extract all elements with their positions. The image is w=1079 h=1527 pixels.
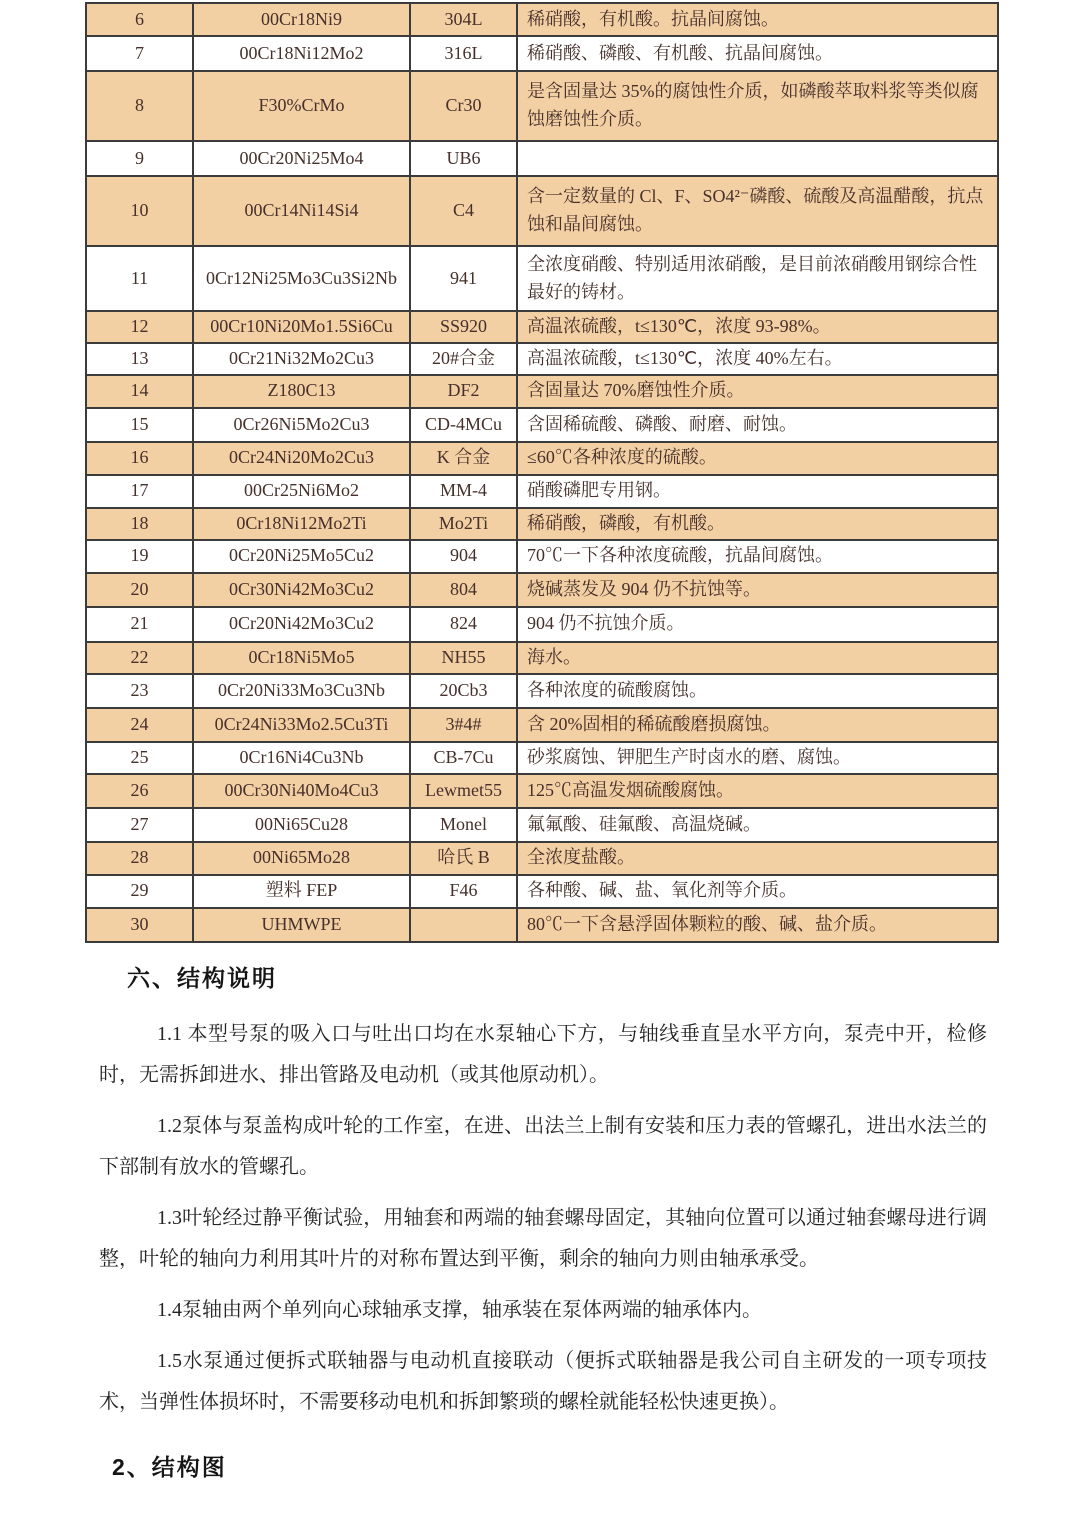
medium-description-cell: 硝酸磷肥专用钢。 bbox=[517, 475, 998, 508]
row-number-cell: 24 bbox=[86, 708, 193, 742]
row-number-cell: 23 bbox=[86, 674, 193, 708]
grade-name-cell: Mo2Ti bbox=[410, 508, 517, 540]
grade-name-cell: CB-7Cu bbox=[410, 742, 517, 774]
row-number-cell: 18 bbox=[86, 508, 193, 540]
row-number-cell: 22 bbox=[86, 642, 193, 674]
grade-name-cell: 304L bbox=[410, 3, 517, 36]
table-row bbox=[86, 3, 998, 36]
grade-name-cell: Cr30 bbox=[410, 71, 517, 141]
row-number-cell: 26 bbox=[86, 774, 193, 808]
row-number-cell: 15 bbox=[86, 408, 193, 442]
medium-description-cell: 全浓度硝酸、特别适用浓硝酸，是目前浓硝酸用钢综合性最好的铸材。 bbox=[517, 246, 998, 311]
row-number-cell: 25 bbox=[86, 742, 193, 774]
table-row bbox=[86, 246, 998, 311]
table-row bbox=[86, 908, 998, 942]
structure-paragraph: 1.4泵轴由两个单列向心球轴承支撑，轴承装在泵体两端的轴承体内。 bbox=[157, 1299, 762, 1321]
material-code-cell: 00Cr10Ni20Mo1.5Si6Cu bbox=[193, 311, 410, 343]
material-code-cell: 塑料 FEP bbox=[193, 875, 410, 908]
medium-description-cell: 海水。 bbox=[517, 642, 998, 674]
medium-description-cell: 各种酸、碱、盐、氧化剂等介质。 bbox=[517, 875, 998, 908]
row-number-cell: 28 bbox=[86, 842, 193, 875]
medium-description-cell: 80℃一下含悬浮固体颗粒的酸、碱、盐介质。 bbox=[517, 908, 998, 942]
table-row bbox=[86, 442, 998, 475]
table-row bbox=[86, 475, 998, 508]
table-row bbox=[86, 842, 998, 875]
material-code-cell: 0Cr24Ni20Mo2Cu3 bbox=[193, 442, 410, 475]
material-code-cell: 0Cr16Ni4Cu3Nb bbox=[193, 742, 410, 774]
row-number-cell: 11 bbox=[86, 246, 193, 311]
table-row bbox=[86, 674, 998, 708]
structure-section-heading: 六、结构说明 bbox=[127, 965, 277, 991]
medium-description-cell: 含一定数量的 Cl、F、SO4²⁻磷酸、硫酸及高温醋酸，抗点蚀和晶间腐蚀。 bbox=[517, 176, 998, 246]
table-row bbox=[86, 408, 998, 442]
row-number-cell: 21 bbox=[86, 607, 193, 642]
grade-name-cell: 哈氏 B bbox=[410, 842, 517, 875]
medium-description-cell: 70℃一下各种浓度硫酸，抗晶间腐蚀。 bbox=[517, 540, 998, 573]
row-number-cell: 10 bbox=[86, 176, 193, 246]
medium-description-cell: 稀硝酸、磷酸、有机酸、抗晶间腐蚀。 bbox=[517, 36, 998, 71]
row-number-cell: 8 bbox=[86, 71, 193, 141]
row-number-cell: 17 bbox=[86, 475, 193, 508]
grade-name-cell: DF2 bbox=[410, 375, 517, 408]
grade-name-cell: K 合金 bbox=[410, 442, 517, 475]
material-code-cell: 0Cr20Ni25Mo5Cu2 bbox=[193, 540, 410, 573]
table-row bbox=[86, 642, 998, 674]
table-row bbox=[86, 708, 998, 742]
grade-name-cell: 20Cb3 bbox=[410, 674, 517, 708]
table-row bbox=[86, 742, 998, 774]
row-number-cell: 29 bbox=[86, 875, 193, 908]
structure-paragraph: 1.5水泵通过便拆式联轴器与电动机直接联动（便拆式联轴器是我公司自主研发的一项专项技术，当弹性体损坏时，不需要移动电机和拆卸繁琐的螺栓就能轻松快速更换）。 bbox=[99, 1350, 987, 1413]
grade-name-cell: Lewmet55 bbox=[410, 774, 517, 808]
material-code-cell: 0Cr20Ni42Mo3Cu2 bbox=[193, 607, 410, 642]
medium-description-cell: 砂浆腐蚀、钾肥生产时卤水的磨、腐蚀。 bbox=[517, 742, 998, 774]
table-row bbox=[86, 808, 998, 842]
material-code-cell: 00Cr25Ni6Mo2 bbox=[193, 475, 410, 508]
table-row bbox=[86, 311, 998, 343]
row-number-cell: 13 bbox=[86, 343, 193, 375]
table-row bbox=[86, 36, 998, 71]
material-code-cell: F30%CrMo bbox=[193, 71, 410, 141]
grade-name-cell: 941 bbox=[410, 246, 517, 311]
table-row bbox=[86, 343, 998, 375]
medium-description-cell: 904 仍不抗蚀介质。 bbox=[517, 607, 998, 642]
material-code-cell: 00Cr20Ni25Mo4 bbox=[193, 141, 410, 176]
table-row bbox=[86, 607, 998, 642]
material-code-cell: 0Cr18Ni12Mo2Ti bbox=[193, 508, 410, 540]
medium-description-cell: 含 20%固相的稀硫酸磨损腐蚀。 bbox=[517, 708, 998, 742]
grade-name-cell: 804 bbox=[410, 573, 517, 607]
table-row bbox=[86, 774, 998, 808]
medium-description-cell: 氟氟酸、硅氟酸、高温烧碱。 bbox=[517, 808, 998, 842]
medium-description-cell: 稀硝酸，磷酸，有机酸。 bbox=[517, 508, 998, 540]
table-row bbox=[86, 875, 998, 908]
material-code-cell: UHMWPE bbox=[193, 908, 410, 942]
table-row bbox=[86, 141, 998, 176]
row-number-cell: 30 bbox=[86, 908, 193, 942]
table-row bbox=[86, 540, 998, 573]
row-number-cell: 16 bbox=[86, 442, 193, 475]
grade-name-cell: 824 bbox=[410, 607, 517, 642]
grade-name-cell bbox=[410, 908, 517, 942]
material-code-cell: 00Cr18Ni12Mo2 bbox=[193, 36, 410, 71]
diagram-section-heading: 2、结构图 bbox=[112, 1454, 227, 1480]
grade-name-cell: NH55 bbox=[410, 642, 517, 674]
material-code-cell: 00Cr30Ni40Mo4Cu3 bbox=[193, 774, 410, 808]
structure-paragraph: 1.3叶轮经过静平衡试验，用轴套和两端的轴套螺母固定，其轴向位置可以通过轴套螺母进行调整，叶轮的轴向力利用其叶片的对称布置达到平衡，剩余的轴向力则由轴承承受。 bbox=[99, 1207, 987, 1270]
grade-name-cell: 904 bbox=[410, 540, 517, 573]
structure-paragraphs bbox=[99, 1014, 987, 1433]
material-code-cell: 0Cr12Ni25Mo3Cu3Si2Nb bbox=[193, 246, 410, 311]
row-number-cell: 27 bbox=[86, 808, 193, 842]
medium-description-cell: 含固稀硫酸、磷酸、耐磨、耐蚀。 bbox=[517, 408, 998, 442]
material-code-cell: 00Cr18Ni9 bbox=[193, 3, 410, 36]
material-code-cell: 0Cr18Ni5Mo5 bbox=[193, 642, 410, 674]
grade-name-cell: F46 bbox=[410, 875, 517, 908]
grade-name-cell: 316L bbox=[410, 36, 517, 71]
medium-description-cell: 全浓度盐酸。 bbox=[517, 842, 998, 875]
material-code-cell: 00Ni65Mo28 bbox=[193, 842, 410, 875]
row-number-cell: 14 bbox=[86, 375, 193, 408]
grade-name-cell: 3#4# bbox=[410, 708, 517, 742]
material-corrosion-table bbox=[85, 2, 999, 943]
table-row bbox=[86, 71, 998, 141]
material-code-cell: 00Ni65Cu28 bbox=[193, 808, 410, 842]
material-code-cell: 0Cr24Ni33Mo2.5Cu3Ti bbox=[193, 708, 410, 742]
structure-paragraph: 1.1 本型号泵的吸入口与吐出口均在水泵轴心下方，与轴线垂直呈水平方向，泵壳中开，检修时，无需拆卸进水、排出管路及电动机（或其他原动机）。 bbox=[99, 1023, 987, 1086]
table-row bbox=[86, 508, 998, 540]
row-number-cell: 12 bbox=[86, 311, 193, 343]
medium-description-cell: 稀硝酸，有机酸。抗晶间腐蚀。 bbox=[517, 3, 998, 36]
medium-description-cell bbox=[517, 141, 998, 176]
table-row bbox=[86, 176, 998, 246]
row-number-cell: 19 bbox=[86, 540, 193, 573]
grade-name-cell: SS920 bbox=[410, 311, 517, 343]
grade-name-cell: MM-4 bbox=[410, 475, 517, 508]
material-code-cell: 0Cr26Ni5Mo2Cu3 bbox=[193, 408, 410, 442]
grade-name-cell: Monel bbox=[410, 808, 517, 842]
medium-description-cell: ≤60℃各种浓度的硫酸。 bbox=[517, 442, 998, 475]
row-number-cell: 7 bbox=[86, 36, 193, 71]
material-code-cell: 0Cr30Ni42Mo3Cu2 bbox=[193, 573, 410, 607]
medium-description-cell: 含固量达 70%磨蚀性介质。 bbox=[517, 375, 998, 408]
medium-description-cell: 各种浓度的硫酸腐蚀。 bbox=[517, 674, 998, 708]
row-number-cell: 6 bbox=[86, 3, 193, 36]
material-table-body bbox=[86, 3, 998, 942]
structure-paragraph: 1.2泵体与泵盖构成叶轮的工作室，在进、出法兰上制有安装和压力表的管螺孔，进出水法兰的下部制有放水的管螺孔。 bbox=[99, 1115, 987, 1178]
material-code-cell: 0Cr21Ni32Mo2Cu3 bbox=[193, 343, 410, 375]
medium-description-cell: 是含固量达 35%的腐蚀性介质，如磷酸萃取料浆等类似腐蚀磨蚀性介质。 bbox=[517, 71, 998, 141]
medium-description-cell: 高温浓硫酸，t≤130℃，浓度 40%左右。 bbox=[517, 343, 998, 375]
medium-description-cell: 烧碱蒸发及 904 仍不抗蚀等。 bbox=[517, 573, 998, 607]
material-code-cell: 00Cr14Ni14Si4 bbox=[193, 176, 410, 246]
material-code-cell: 0Cr20Ni33Mo3Cu3Nb bbox=[193, 674, 410, 708]
medium-description-cell: 高温浓硫酸，t≤130℃，浓度 93-98%。 bbox=[517, 311, 998, 343]
grade-name-cell: CD-4MCu bbox=[410, 408, 517, 442]
grade-name-cell: C4 bbox=[410, 176, 517, 246]
table-row bbox=[86, 573, 998, 607]
row-number-cell: 20 bbox=[86, 573, 193, 607]
medium-description-cell: 125℃高温发烟硫酸腐蚀。 bbox=[517, 774, 998, 808]
material-code-cell: Z180C13 bbox=[193, 375, 410, 408]
table-row bbox=[86, 375, 998, 408]
row-number-cell: 9 bbox=[86, 141, 193, 176]
grade-name-cell: 20#合金 bbox=[410, 343, 517, 375]
grade-name-cell: UB6 bbox=[410, 141, 517, 176]
